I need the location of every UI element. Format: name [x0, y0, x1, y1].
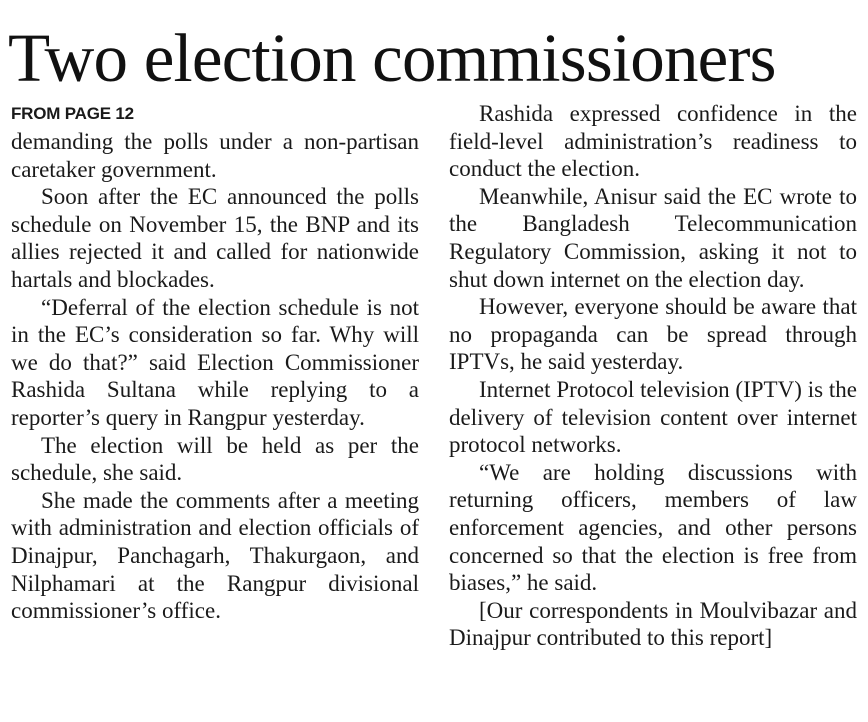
paragraph: Internet Protocol television (IPTV) is the delivery of television content over internet protocol networks.: [449, 376, 857, 458]
paragraph: [Our correspondents in Moulvibazar and Dinajpur contributed to this report]: [449, 597, 857, 651]
paragraph: Rashida expressed confidence in the field-level administration’s readiness to conduct the election.: [449, 101, 857, 182]
article-column-left: [11, 100, 419, 625]
continuation-kicker: FROM PAGE 12: [11, 104, 134, 123]
paragraph: Meanwhile, Anisur said the EC wrote to the Bangladesh Telecommunication Regulatory Commission, asking it not to shut down internet on the election day.: [449, 183, 857, 292]
headline: Two election commissioners: [8, 20, 776, 96]
paragraph: “We are holding discussions with returning officers, members of law enforcement agencies, and other persons concerned so that the election is free from biases,” he said.: [449, 459, 857, 596]
article-column-right: [449, 100, 857, 652]
paragraph: “Deferral of the election schedule is not in the EC’s consideration so far. Why will we do that?” said Election Commissioner Rashida Sultana while replying to a reporter’s query in Rangpur yesterday.: [11, 294, 419, 430]
paragraph: demanding the polls under a non-partisan caretaker government.: [11, 129, 419, 182]
paragraph: The election will be held as per the schedule, she said.: [11, 432, 419, 486]
paragraph: She made the comments after a meeting with administration and election officials of Dinajpur, Panchagarh, Thakurgaon, and Nilphamari at the Rangpur divisional commissioner’s office.: [11, 487, 419, 624]
paragraph: However, everyone should be aware that no propaganda can be spread through IPTVs, he said yesterday.: [449, 294, 857, 375]
paragraph: Soon after the EC announced the polls schedule on November 15, the BNP and its allies rejected it and called for nationwide hartals and blockades.: [11, 184, 419, 292]
